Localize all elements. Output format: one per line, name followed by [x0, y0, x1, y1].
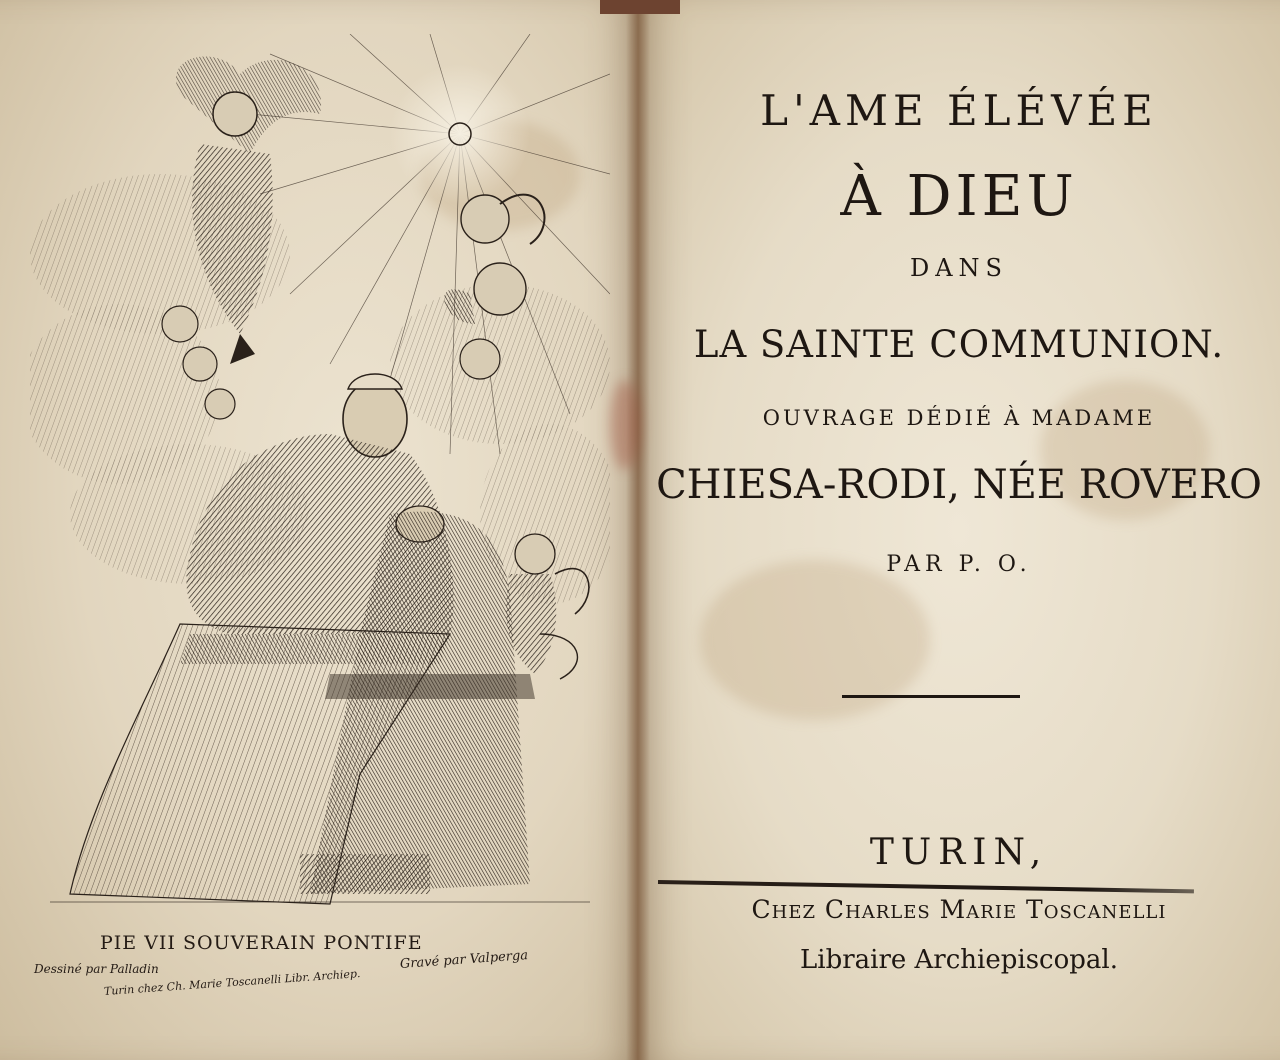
title-line-1: L'AME ÉLÉVÉE: [760, 86, 1158, 135]
title-line-2: À DIEU: [840, 164, 1078, 229]
author-line: PAR P. O.: [886, 552, 1032, 577]
title-line-4: LA SAINTE COMMUNION.: [693, 323, 1225, 366]
title-line-3: DANS: [909, 254, 1008, 282]
seller-credit: Turin chez Ch. Marie Toscanelli Libr. Archiep.: [103, 967, 361, 998]
imprint-city: TURIN,: [869, 832, 1049, 873]
imprint-publisher-title: Libraire Archiepiscopal.: [799, 945, 1118, 975]
book-spine: [600, 0, 680, 14]
dedication-line: OUVRAGE DÉDIÉ À MADAME: [762, 406, 1156, 430]
frontispiece-caption: PIE VII SOUVERAIN PONTIFE: [100, 932, 423, 954]
dedicatee-name: CHIESA-RODI, NÉE ROVERO: [656, 462, 1262, 508]
divider-rule: [842, 695, 1020, 698]
pope-engraving-illustration: [30, 34, 610, 934]
designer-credit: Dessiné par Palladin: [34, 962, 159, 976]
foxing-stain: [610, 380, 640, 470]
engraver-credit: Gravé par Valperga: [399, 948, 529, 972]
imprint-publisher: Chez Charles Marie Toscanelli: [751, 895, 1167, 924]
